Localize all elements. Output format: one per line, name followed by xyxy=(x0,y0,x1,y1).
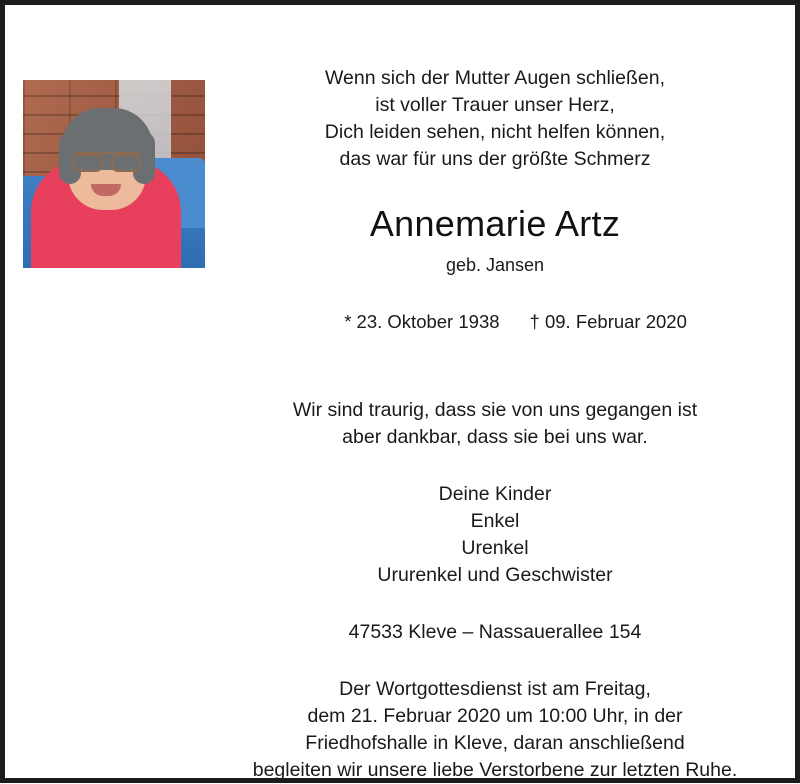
message-line-2: aber dankbar, dass sie bei uns war. xyxy=(342,426,648,448)
family-line-2: Enkel xyxy=(470,510,520,532)
obituary-text-column xyxy=(235,65,755,784)
verse-line-2: ist voller Trauer unser Herz, xyxy=(375,94,615,116)
death-date: † 09. Februar 2020 xyxy=(529,311,687,332)
service-block xyxy=(235,676,755,784)
service-line-1: Der Wortgottesdienst ist am Freitag, xyxy=(339,678,651,700)
card-inner xyxy=(5,5,795,781)
address-line: 47533 Kleve – Nassauerallee 154 xyxy=(348,621,642,643)
family-block xyxy=(235,481,755,589)
message-line-1: Wir sind traurig, dass sie von uns gegangen ist xyxy=(292,399,698,421)
life-dates xyxy=(235,283,755,361)
verse-line-4: das war für uns der größte Schmerz xyxy=(339,148,651,170)
address-block xyxy=(235,619,755,646)
verse-line-1: Wenn sich der Mutter Augen schließen, xyxy=(325,67,665,89)
verse-block xyxy=(235,65,755,173)
portrait-photo xyxy=(23,80,205,268)
service-line-4: begleiten wir unsere liebe Verstorbene zur letzten Ruhe. xyxy=(252,759,738,781)
family-line-1: Deine Kinder xyxy=(438,483,552,505)
service-line-2: dem 21. Februar 2020 um 10:00 Uhr, in der xyxy=(307,705,683,727)
family-line-3: Urenkel xyxy=(461,537,529,559)
message-block xyxy=(235,397,755,451)
maiden-name: geb. Jansen xyxy=(445,255,545,275)
glasses-icon xyxy=(73,152,141,170)
service-line-3: Friedhofshalle in Kleve, daran anschließend xyxy=(305,732,685,754)
verse-line-3: Dich leiden sehen, nicht helfen können, xyxy=(324,121,666,143)
birth-date: * 23. Oktober 1938 xyxy=(344,311,500,332)
family-line-4: Ururenkel und Geschwister xyxy=(377,564,613,586)
deceased-name: Annemarie Artz xyxy=(369,203,621,244)
